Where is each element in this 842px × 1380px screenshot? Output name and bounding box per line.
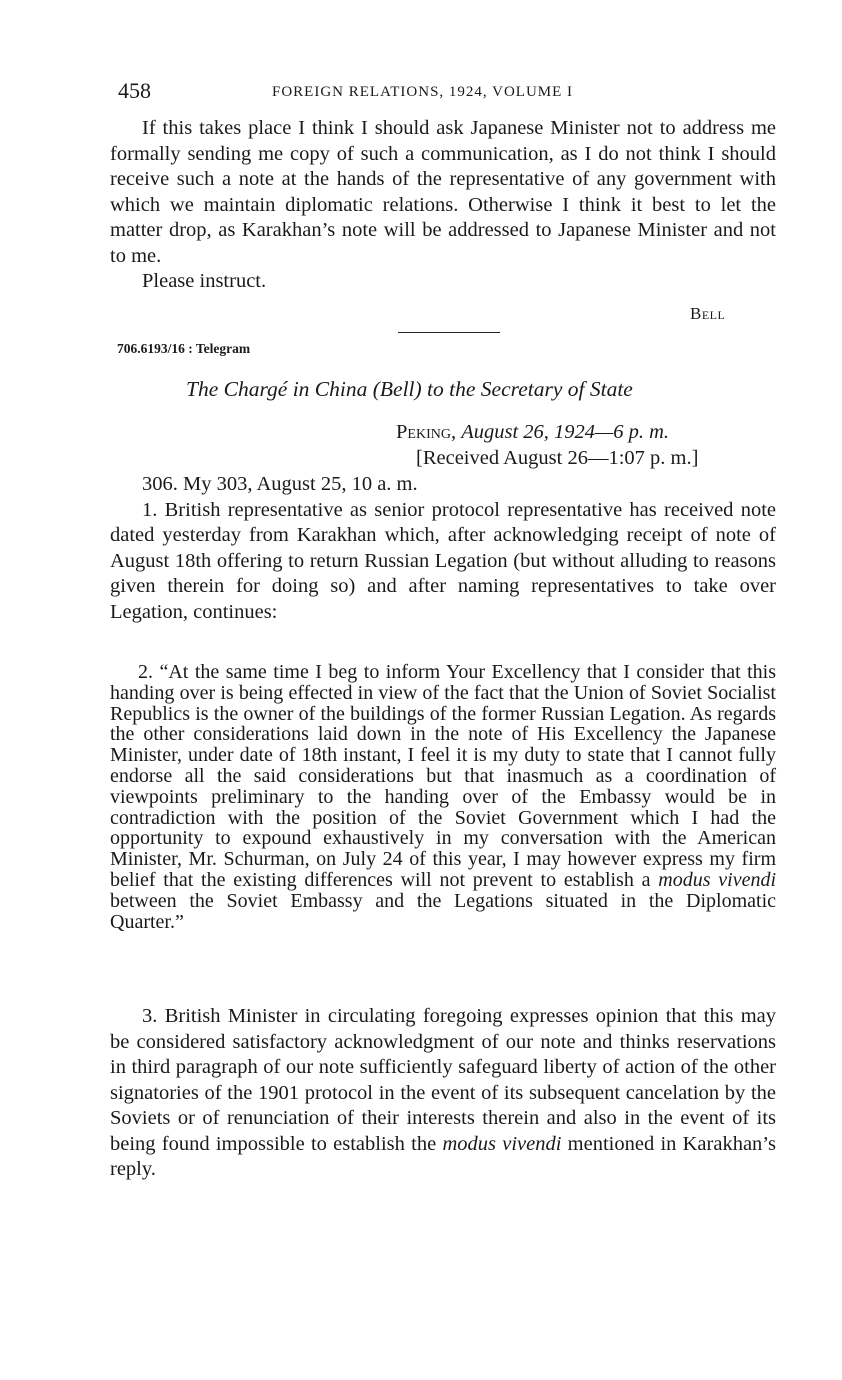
quote-text: 2. “At the same time I beg to inform Your Excellency that I consider that this handing over is being effected in view of the fact that the Union of Soviet Socialist Republics is the owner of the buildings of the former Russian Legation. As regards the other considerations laid down in the note of His Excellency the Japanese Minister, under date of 18th instant, I feel it is my duty to state that I cannot fully endorse all the said considerations but that inasmuch as a coordination of viewpoints preliminary to the handing over of the Embassy would be in contradiction with the position of the Soviet Government which I had the opportunity to expound exhaustively in my conversation with the American Minister, Mr. Schurman, on July 24 of this year, I may however express my firm belief that the existing differences will not prevent to establish a [110, 661, 776, 891]
dateline [396, 420, 669, 445]
paragraph: 1. British representative as senior protocol representative has received note dated yesterday from Karakhan which, after acknowledging receipt of note of August 18th offering to return Russian Legation (but without alluding to reasons given therein for doing so) and after naming representatives to take over Legation, continues: [110, 498, 776, 623]
closing-paragraph [110, 1004, 776, 1183]
quote-italic-term: modus vivendi [658, 868, 777, 891]
paragraph-text-end: mentioned in Karakhan’s reply. [110, 1132, 776, 1180]
quote-text-end: between the Soviet Embassy and the Legations situated in the Diplomatic Quarter.” [110, 889, 776, 933]
quote-paragraph [110, 662, 776, 932]
signature: Bell [690, 304, 726, 323]
running-head: FOREIGN RELATIONS, 1924, VOLUME I [272, 84, 574, 100]
dateline-date: August 26, 1924—6 p. m. [461, 421, 670, 443]
previous-document-text [110, 116, 776, 295]
quoted-note [110, 662, 776, 932]
dateline-place: Peking, [396, 421, 457, 443]
page-number: 458 [118, 78, 151, 103]
received-note: [Received August 26—1:07 p. m.] [416, 447, 699, 469]
paragraph: Please instruct. [142, 270, 267, 292]
document-title: The Chargé in China (Bell) to the Secretary of State [186, 377, 633, 401]
paragraph: If this takes place I think I should ask Japanese Minister not to address me formally sending me copy of such a communication, as I do not think I should receive such a note at the hands of the representative of any government with which we maintain diplomatic relations. Otherwise I think it best to let the matter drop, as Karakhan’s note will be addressed to Japanese Minister and not to me. [110, 117, 776, 267]
section-divider [398, 332, 500, 333]
paragraph [110, 1004, 776, 1183]
paragraph-text: 3. British Minister in circulating foregoing expresses opinion that this may be considered satisfactory acknowledgment of our note and thinks reservations in third paragraph of our note sufficiently safeguard liberty of action of the other signatories of the 1901 protocol in the event of its subsequent cancelation by the Soviets or of renunciation of their interests therein and also in the event of its being found impossible to establish the [110, 1005, 776, 1155]
telegram-opening [110, 472, 776, 625]
page-header [118, 78, 764, 106]
file-reference: 706.6193/16 : Telegram [117, 341, 251, 356]
opening-line: 306. My 303, August 25, 10 a. m. [142, 473, 418, 495]
paragraph-italic-term: modus vivendi [442, 1132, 562, 1155]
